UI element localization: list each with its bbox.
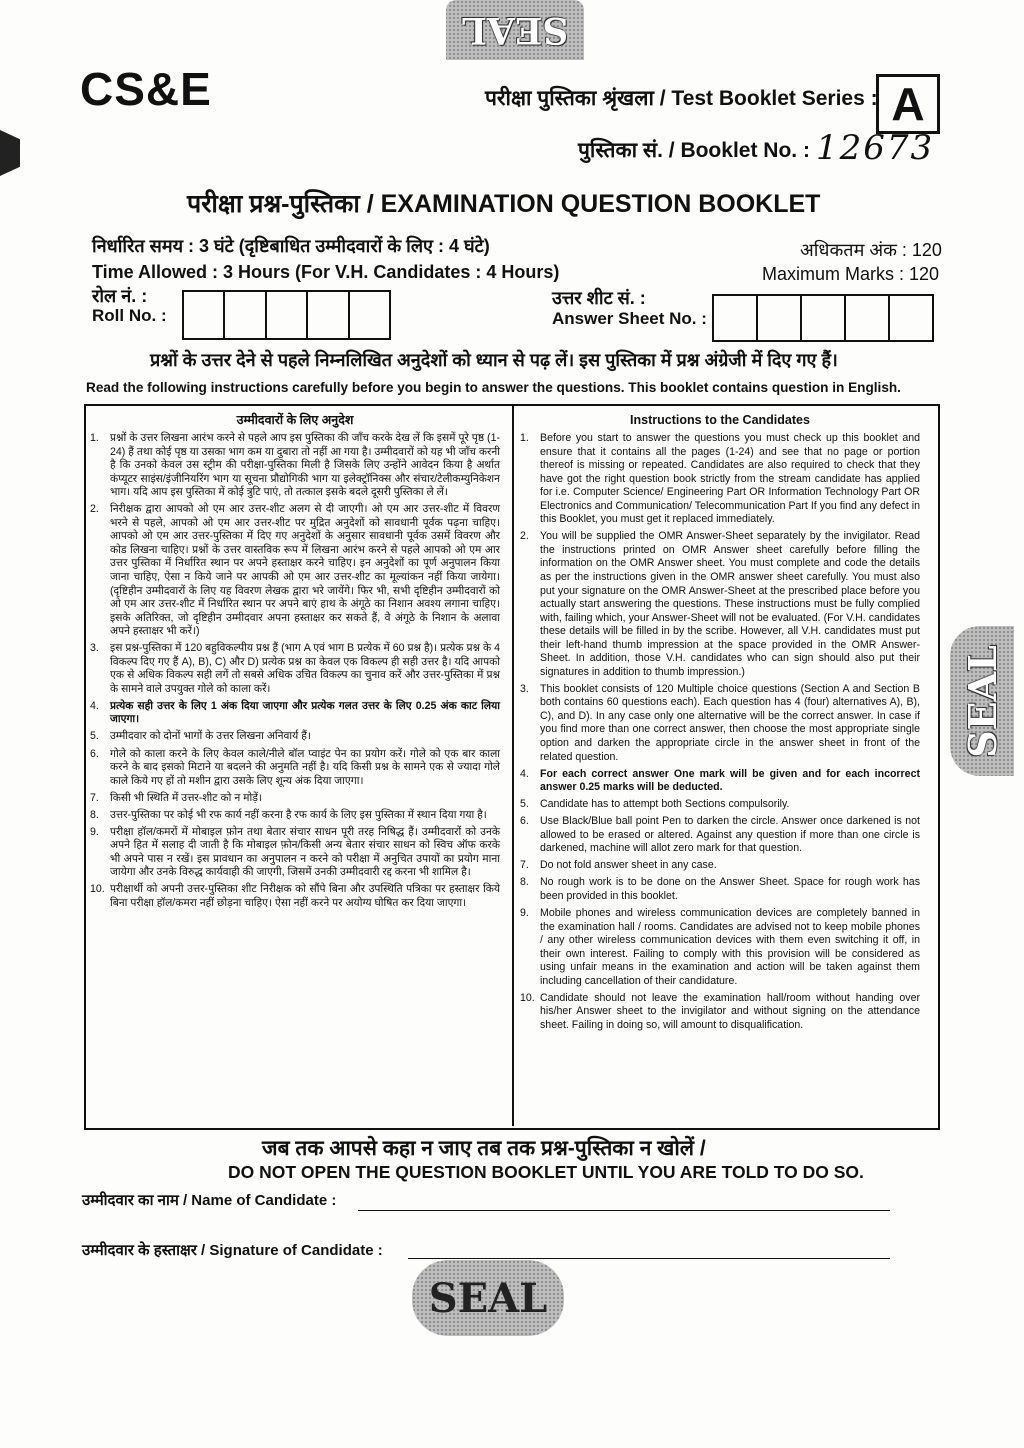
do-not-open-english: DO NOT OPEN THE QUESTION BOOKLET UNTIL YOU ARE TOLD TO DO SO. <box>228 1162 864 1182</box>
instruction-item <box>90 432 500 500</box>
time-allowed-english: Time Allowed : 3 Hours (For V.H. Candidates : 4 Hours) <box>92 262 560 282</box>
instruction-item <box>90 700 500 727</box>
seal-stamp-bottom: SEAL <box>412 1260 564 1336</box>
roll-number-boxes[interactable] <box>182 290 391 340</box>
instruction-item <box>520 815 920 856</box>
instruction-number: 4. <box>90 699 99 712</box>
instruction-text: Candidate has to attempt both Sections compulsorily. <box>540 798 790 811</box>
instructions-english <box>520 412 920 1036</box>
time-allowed-hindi: निर्धारित समय : 3 घंटे (दृष्टिबाधित उम्मीदवारों के लिए : 4 घंटे) <box>92 236 490 256</box>
answer-sheet-label-english: Answer Sheet No. : <box>552 309 707 328</box>
seal-stamp-top: SEAL <box>446 0 584 60</box>
max-marks-english: Maximum Marks : 120 <box>762 264 940 284</box>
instruction-number: 8. <box>90 808 99 821</box>
instruction-item <box>90 730 500 744</box>
instruction-number: 6. <box>90 747 99 760</box>
answer-sheet-label-hindi: उत्तर शीट सं. : <box>552 288 646 308</box>
instruction-number: 1. <box>90 432 99 444</box>
instruction-text: किसी भी स्थिति में उत्तर-शीट को न मोड़ें। <box>110 791 262 804</box>
instruction-number: 7. <box>520 859 529 872</box>
notice-english: Read the following instructions carefully before you begin to answer the questions. This booklet contains question in English. <box>86 380 901 395</box>
roll-digit-box[interactable] <box>184 292 225 338</box>
instruction-number: 9. <box>520 907 529 920</box>
roll-label-hindi: रोल नं. : <box>92 286 148 306</box>
instruction-item <box>90 748 500 789</box>
seal-stamp-right: SEAL <box>950 626 1014 776</box>
instruction-item <box>90 792 500 806</box>
instruction-item <box>520 530 920 679</box>
instruction-number: 5. <box>520 798 529 811</box>
instruction-number: 2. <box>520 530 529 543</box>
candidate-name-label: उम्मीदवार का नाम / Name of Candidate : <box>82 1192 337 1209</box>
instruction-text: परीक्षा हॉल/कमरों में मोबाइल फ़ोन तथा बेतार संचार साधन पूरी तरह निषिद्ध हैं। उम्मीदवारों को उनके अपने हित में सलाह दी जाती है कि मोबाइल फ़ोन/किसी अन्य बेतार संचार साधन को स्विच ऑफ करके भी अपने पास न रखें। इस प्रावधान का अनुपालन न करने को परीक्षा में अनुचित उपायों का प्रयोग माना जायेगा और उनके विरुद्ध कार्यवाही की जाएगी, जिसमें उनकी उम्मीदवारी रद्द करना भी शामिल है। <box>110 825 500 879</box>
instruction-text: No rough work is to be done on the Answer Sheet. Space for rough work has been provided in this booklet. <box>540 876 920 902</box>
instruction-number: 2. <box>90 503 99 516</box>
instruction-number: 5. <box>90 730 99 743</box>
instruction-item <box>520 432 920 527</box>
instruction-item <box>520 907 920 988</box>
instruction-item <box>90 503 500 638</box>
instruction-number: 8. <box>520 876 529 889</box>
answer-sheet-number-boxes[interactable] <box>712 294 934 342</box>
instruction-text: Candidate should not leave the examination hall/room without handing over his/her Answer sheet to the invigilator and without signing on the attendance sheet. Failing in doing so, will amount to disqualification. <box>540 991 920 1031</box>
instruction-item <box>520 768 920 795</box>
series-value-box: A <box>876 74 940 134</box>
instruction-number: 7. <box>90 791 99 804</box>
instruction-number: 3. <box>90 642 99 655</box>
answer-sheet-digit-box[interactable] <box>758 296 802 340</box>
instruction-text: गोले को काला करने के लिए केवल काले/नीले बॉल प्वाइंट पेन का प्रयोग करें। गोले को एक बार काला करने के बाद इसको मिटाने या बदलने की अनुमति नहीं है। यदि किसी प्रश्न के सामने एक से ज्यादा गोले काले किये गए हों तो मशीन द्वारा उसके लिए शून्य अंक दिया जाएगा। <box>110 747 500 787</box>
instruction-item <box>90 642 500 696</box>
instruction-text: उत्तर-पुस्तिका पर कोई भी रफ कार्य नहीं करना है रफ कार्य के लिए इस पुस्तिका में स्थान दिया गया है। <box>110 808 487 821</box>
exam-code: CS&E <box>80 63 212 115</box>
registration-mark <box>0 130 20 176</box>
instruction-item <box>90 809 500 823</box>
instruction-text: Use Black/Blue ball point Pen to darken the circle. Answer once darkened is not allowed to be erased or altered. Against any question if more than one circle is darkened, machine will allot zero mark for that question. <box>540 815 920 855</box>
roll-digit-box[interactable] <box>267 292 308 338</box>
instruction-number: 3. <box>520 682 529 695</box>
instruction-item <box>520 992 920 1033</box>
answer-sheet-digit-box[interactable] <box>890 296 932 340</box>
notice-hindi: प्रश्नों के उत्तर देने से पहले निम्नलिखित अनुदेशों को ध्यान से पढ़ लें। इस पुस्तिका में प्रश्न अंग्रेजी में दिए गए हैं। <box>150 350 838 370</box>
instruction-item <box>90 826 500 880</box>
instruction-text: प्रत्येक सही उत्तर के लिए 1 अंक दिया जाएगा और प्रत्येक गलत उत्तर के लिए 0.25 अंक काट लिया जाएगा। <box>110 699 500 726</box>
instructions-divider <box>512 406 514 1126</box>
instruction-item <box>520 876 920 903</box>
instruction-text: This booklet consists of 120 Multiple choice questions (Section A and Section B both contains 60 questions each). Each question has 4 (four) alternatives A), B), C), and D). In any case only one alternative will be the correct answer. In case if you find more than one correct answer, then choose the most appropriate single option and darken the appropriate circle in the answer sheet in front of the related question. <box>540 682 920 763</box>
candidate-signature-label: उम्मीदवार के हस्ताक्षर / Signature of Candidate : <box>82 1242 383 1259</box>
instruction-number: 4. <box>520 767 529 780</box>
answer-sheet-digit-box[interactable] <box>714 296 758 340</box>
max-marks-hindi: अधिकतम अंक : 120 <box>800 240 942 260</box>
do-not-open-hindi: जब तक आपसे कहा न जाए तब तक प्रश्न-पुस्तिका न खोलें / <box>262 1137 706 1160</box>
instruction-item <box>520 798 920 812</box>
instruction-text: You will be supplied the OMR Answer-Sheet separately by the invigilator. Read the instructions printed on OMR Answer sheet carefully before filling the information on the OMR Answer sheet. You must complete and code the details as per the instructions given in the OMR answer sheet carefully. You must also put your signature on the OMR Answer-Sheet at the prescribed place before you actually start answering the questions. These instructions must be fully complied with, failing which, your Answer-Sheet will not be evaluated. (For V.H. candidates these details will be filled in by the scribe. However, all V.H. candidates must put their left-hand thumb impression at the space provided in the OMR Answer-Sheet. In addition, those V.H. candidates who can sign should also put their signatures in addition to thumb impression.) <box>540 530 920 678</box>
instruction-item <box>520 683 920 764</box>
instruction-text: For each correct answer One mark will be given and for each incorrect answer 0.25 marks will be deducted. <box>540 767 920 794</box>
instructions-hindi <box>90 412 500 914</box>
instruction-number: 10. <box>520 991 535 1004</box>
instruction-text: Mobile phones and wireless communication devices are completely banned in the examination hall / rooms. Candidates are advised not to keep mobile phones / any other wireless communication devices with them even switching it off, in their own interest. Failing to comply with this provision will be considered as using unfair means in the examination and action will be taken against them including cancellation of their candidature. <box>540 907 920 987</box>
instruction-text: उम्मीदवार को दोनों भागों के उत्तर लिखना अनिवार्य हैं। <box>110 730 311 743</box>
instruction-text: Do not fold answer sheet in any case. <box>540 859 717 872</box>
instruction-number: 6. <box>520 815 529 828</box>
candidate-signature-field[interactable] <box>408 1258 890 1259</box>
roll-digit-box[interactable] <box>308 292 349 338</box>
instruction-text: Before you start to answer the questions you must check up this booklet and ensure that it contains all the pages (1-24) and see that no page or portion thereof is missing or repeated. Candidates are also required to check that they have got the right question book strictly from the stream candidate has applied for i.e. Computer Science/ Engineering Part OR Information Technology Part OR Electronics and Communication/ Telecommunication Part If you find any defect in this Booklet, you must get it replaced immediately. <box>540 432 920 526</box>
booklet-number: 12673 <box>816 128 935 168</box>
instruction-number: 1. <box>520 432 529 444</box>
instruction-text: परीक्षार्थी को अपनी उत्तर-पुस्तिका शीट निरीक्षक को सौंपे बिना और उपस्थिति पत्रिका पर हस्ताक्षर किये बिना परीक्षा हॉल/कमरा नहीं छोड़ना चाहिए। ऐसा नहीं करने पर अयोग्य घोषित कर दिया जाएगा। <box>110 883 500 909</box>
roll-label-english: Roll No. : <box>92 306 167 325</box>
instructions-english-heading: Instructions to the Candidates <box>630 413 810 427</box>
instruction-text: निरीक्षक द्वारा आपको ओ एम आर उत्तर-शीट अलग से दी जाएगी। ओ एम आर उत्तर-शीट में विवरण भरने से पहले, आपको ओ एम आर उत्तर-शीट पर मुद्रित अनुदेशों को सावधानी पूर्वक पढ़ना चाहिए। आपको ओ एम आर उत्तर-पुस्तिका में दिए गए अनुदेशों के अनुसार सावधानी पूर्वक उसमें विवरण और कोड लिखना चाहिए। प्रश्नों के उत्तर वास्तविक रूप में लिखना आरंभ करने से पहले आपको ओ एम आर उत्तर पुस्तिका में निर्धारित स्थान पर अपने हस्ताक्षर करने चाहिए। इन अनुदेशों का पूर्ण अनुपालन किया जाना चाहिए, ऐसा न किये जाने पर आपकी ओ एम आर उत्तर-शीट का मूल्यांकन नहीं किया जायेगा। (दृष्टिहीन उम्मीदवारों के लिए यह विवरण लेखक द्वारा भरे जायेंगे। फिर भी, सभी दृष्टिहीन उम्मीदवारों को ओ एम आर उत्तर-शीट में निर्धारित स्थान पर अपने बाएं हाथ के अंगूठे का निशान अवश्य लगाना चाहिए। इसके अतिरिक्त, जो दृष्टिहीन उम्मीदवार अपना हस्ताक्षर कर सकते हैं, वे अंगूठे के निशान के अलावा अपने हस्ताक्षर भी करें।) <box>110 503 500 638</box>
instruction-text: इस प्रश्न-पुस्तिका में 120 बहुविकल्पीय प्रश्न हैं (भाग A एवं भाग B प्रत्येक में 60 प्रश्न है)। प्रत्येक प्रश्न के 4 विकल्प दिए गए हैं A), B), C) और D) प्रत्येक प्रश्न का केवल एक विकल्प ही सही उत्तर है। यदि आपको एक से अधिक विकल्प सही लगें तो सबसे अधिक उचित विकल्प का चुनाव करें और उत्तर-पुस्तिका में प्रश्न के सामने वाले उपयुक्त गोले को काला करें। <box>110 642 500 695</box>
page-title: परीक्षा प्रश्न-पुस्तिका / EXAMINATION QUESTION BOOKLET <box>187 190 821 218</box>
roll-digit-box[interactable] <box>225 292 266 338</box>
instruction-number: 10. <box>90 883 105 896</box>
booklet-number-label: पुस्तिका सं. / Booklet No. : <box>578 139 810 162</box>
candidate-name-field[interactable] <box>358 1210 890 1211</box>
roll-digit-box[interactable] <box>350 292 389 338</box>
instruction-item <box>520 859 920 873</box>
answer-sheet-digit-box[interactable] <box>802 296 846 340</box>
answer-sheet-digit-box[interactable] <box>846 296 890 340</box>
series-label: परीक्षा पुस्तिका श्रृंखला / Test Booklet Series : <box>485 87 878 110</box>
instruction-number: 9. <box>90 825 99 838</box>
instruction-item <box>90 883 500 910</box>
instructions-hindi-heading: उम्मीदवारों के लिए अनुदेश <box>236 413 354 427</box>
instruction-text: प्रश्नों के उत्तर लिखना आरंभ करने से पहले आप इस पुस्तिका की जाँच करके देख लें कि इसमें पूरे पृष्ठ (1-24) हैं तथा कोई पृष्ठ या उसका भाग कम या दुबारा तो नहीं आ गया है। उम्मीदवारों को यह भी जाँच करनी है कि उनको केवल उस स्ट्रीम की परीक्षा-पुस्तिका मिली है जिसके लिए उन्होंने आवेदन किया है अर्थात कंप्यूटर साइंस/इंजीनियरिंग भाग या सूचना प्रौद्योगिकी भाग या इलेक्ट्रॉनिक्स और संचार/टेलीकम्युनिकेशन भाग। यदि आप इस पुस्तिका में कोई त्रुटि पाएं, तो तत्काल इसके बदले दूसरी पुस्तिका ले लें। <box>110 432 500 499</box>
